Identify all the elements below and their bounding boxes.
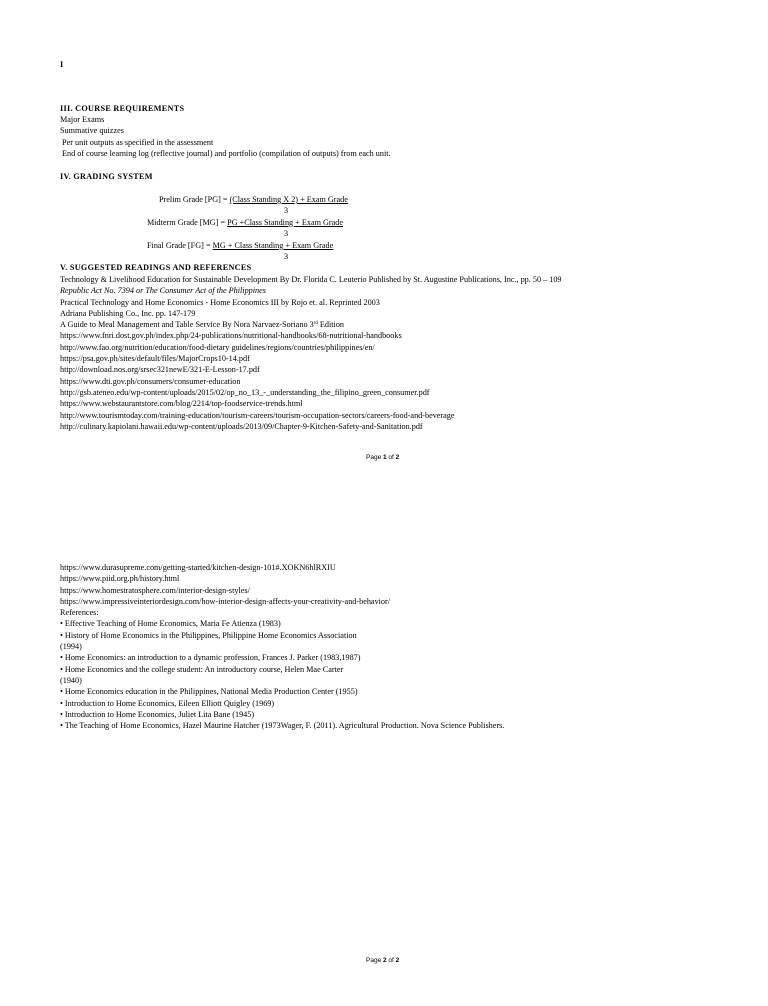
formula-label: Midterm Grade [MG] = (147, 218, 228, 227)
url-line[interactable]: https://www.impressiveinteriordesign.com/how-interior-design-affects-your-creativity-and-behavior/ (60, 596, 391, 606)
reference-line: Republic Act No. 7394 or The Consumer Act of the Philippines (60, 286, 266, 296)
url-line[interactable]: https://www.homestratosphere.com/interior-design-styles/ (60, 585, 250, 595)
url-line[interactable]: https://www.piid.org.ph/history.html (60, 574, 180, 584)
url-line[interactable]: https://www.durasupreme.com/getting-started/kitchen-design-101#.XOKN6hlRXIU (60, 563, 336, 572)
list-item: • The Teaching of Home Economics, Hazel Maurine Hatcher (1973Wager, F. (2011). Agricultural Production. Nova Science Publishers. (60, 721, 505, 731)
list-item: (1994) (60, 642, 82, 652)
list-item: • Effective Teaching of Home Economics, Maria Fe Atienza (1983) (60, 619, 281, 629)
page-footer: Page 1 of 2 (366, 454, 400, 461)
reference-line: A Guide to Meal Management and Table Service By Nora Narvaez-Soriano 3rd Edition (60, 320, 345, 330)
midterm-denominator: 3 (284, 229, 289, 238)
reference-line: Adriana Publishing Co., Inc. pp. 147-179 (60, 308, 196, 318)
prelim-denominator: 3 (284, 206, 289, 215)
formula-numerator: PG +Class Standing + Exam Grade (227, 218, 343, 227)
references-label: References: (60, 608, 99, 618)
list-item: Per unit outputs as specified in the assessment (60, 137, 214, 147)
url-line[interactable]: https://psa.gov.ph/sites/default/files/MajorCrops10-14.pdf (60, 354, 250, 364)
url-line[interactable]: https://www.fnri.dost.gov.ph/index.php/24-publications/nutritional-handbooks/68-nutritional-handbooks (60, 331, 402, 341)
page2-content (60, 562, 504, 731)
list-item: • Introduction to Home Economics, Juliet Lita Bane (1945) (60, 709, 255, 719)
url-line[interactable]: http://gsb.ateneo.edu/wp-content/uploads/2015/02/op_no_13_-_understanding_the_filipino_green_consumer.pdf (60, 387, 430, 397)
final-formula (147, 240, 333, 251)
url-line[interactable]: https://www.dti.gov.ph/consumers/consumer-education (60, 376, 241, 386)
list-item: End of course learning log (reflective journal) and portfolio (compilation of outputs) from each unit. (60, 148, 391, 158)
list-item: • Home Economics education in the Philippines, National Media Production Center (1955) (60, 687, 358, 697)
course-requirements-heading: III. COURSE REQUIREMENTS (60, 104, 185, 113)
formula-label: Final Grade [FG] = (147, 241, 213, 250)
list-item: Summative quizzes (60, 126, 124, 136)
formula-numerator: MG + Class Standing + Exam Grade (212, 241, 334, 250)
midterm-formula (147, 217, 343, 228)
url-line[interactable]: http://www.tourismtoday.com/training-education/tourism-careers/tourism-occupation-sectors/careers-food-and-beverage (60, 410, 455, 420)
page-footer: Page 2 of 2 (366, 957, 400, 964)
formula-label: Prelim Grade [PG] = (159, 195, 230, 204)
list-item: Major Exams (60, 115, 105, 124)
url-line[interactable]: http://download.nos.org/srsec321newE/321-E-Lesson-17.pdf (60, 365, 260, 375)
url-line[interactable]: https://www.webstaurantstore.com/blog/2214/top-foodservice-trends.html (60, 399, 303, 409)
list-item: • Home Economics: an introduction to a dynamic profession, Frances J. Parker (1983,1987) (60, 653, 361, 663)
formula-numerator: (Class Standing X 2) + Exam Grade (229, 195, 348, 204)
list-item: • History of Home Economics in the Philippines, Philippine Home Economics Association (60, 630, 357, 640)
list-item: • Home Economics and the college student: An introductory course, Helen Mae Carter (60, 664, 344, 674)
url-line[interactable]: http://www.fao.org/nutrition/education/food-dietary guidelines/regions/countries/philippines/en/ (60, 342, 375, 352)
roman-marker: I (60, 60, 64, 69)
list-item: (1940) (60, 675, 82, 685)
prelim-formula (159, 194, 348, 205)
list-item: • Introduction to Home Economics, Eileen Elliott Quigley (1969) (60, 698, 275, 708)
reference-line: Practical Technology and Home Economics - Home Economics III by Rojo et. al. Reprinted 2003 (60, 297, 380, 307)
readings-heading: V. SUGGESTED READINGS AND REFERENCES (60, 263, 252, 272)
url-line[interactable]: http://culinary.kapiolani.hawaii.edu/wp-content/uploads/2013/09/Chapter-9-Kitchen-Safety-and-Sanitation.pdf (60, 421, 423, 431)
course-requirements-list (60, 114, 391, 159)
grading-system-heading: IV. GRADING SYSTEM (60, 172, 153, 181)
reference-line: Technology & Livelihood Education for Sustainable Development By Dr. Florida C. Leuterio Published by St. Augustine Publications, Inc., pp. 50 – 109 (60, 275, 562, 284)
readings-list (60, 274, 562, 432)
final-denominator: 3 (284, 252, 289, 261)
